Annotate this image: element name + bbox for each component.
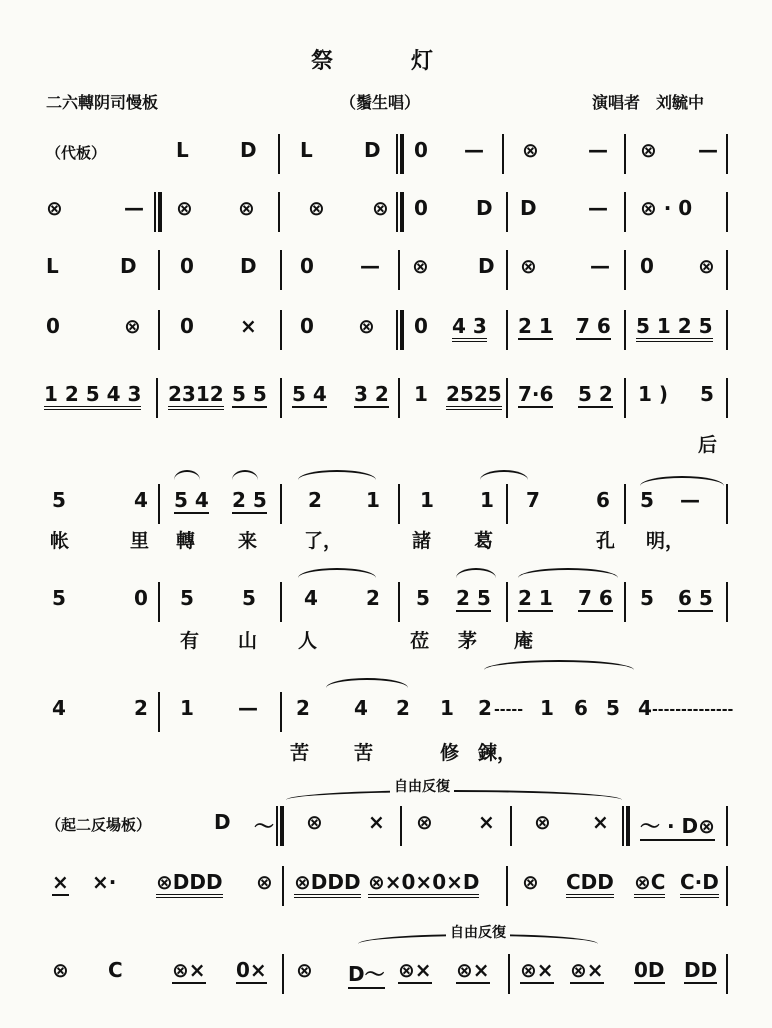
note: ⊗×	[398, 958, 432, 982]
note: ⊗×0×0×D	[368, 870, 479, 898]
note: ⊗C	[634, 870, 665, 898]
lyric-char: 人	[298, 630, 318, 652]
note: —	[698, 138, 718, 162]
note: —	[238, 696, 258, 720]
note: 5	[242, 586, 256, 610]
note: 5 5	[232, 382, 267, 406]
staff-row-8	[0, 692, 772, 732]
note: ×	[52, 870, 69, 894]
slur	[518, 568, 618, 578]
note: 0	[414, 196, 428, 220]
note: ×	[368, 810, 385, 834]
note: 0	[134, 586, 148, 610]
lyric-char: 来	[238, 530, 258, 552]
barline	[280, 582, 282, 622]
row-label: （起二反場板）	[46, 816, 152, 834]
note: 2 5	[232, 488, 267, 512]
note: ⊗	[534, 810, 551, 834]
note: D	[520, 196, 537, 220]
lyrics-row-1	[0, 430, 772, 460]
note: 7	[526, 488, 540, 512]
barline	[506, 866, 508, 906]
lyric-char: 庵	[514, 630, 534, 652]
note: ⊗	[176, 196, 193, 220]
note: —	[588, 196, 608, 220]
note: 1	[180, 696, 194, 720]
barline	[398, 378, 400, 418]
staff-row-11	[0, 954, 772, 994]
note: 2 1	[518, 314, 553, 338]
note: C	[108, 958, 123, 982]
note: 2	[296, 696, 310, 720]
note: ⊗×	[570, 958, 604, 982]
barline	[282, 866, 284, 906]
note: 2	[134, 696, 148, 720]
note: 0	[180, 314, 194, 338]
note: 1 )	[638, 382, 669, 406]
note: 5	[640, 488, 654, 512]
note: 4	[638, 696, 652, 720]
note: ⊗	[412, 254, 429, 278]
repeat-end	[396, 192, 406, 232]
repeat-start	[154, 192, 164, 232]
note: D	[240, 138, 257, 162]
note: ⊗×	[456, 958, 490, 982]
barline	[280, 692, 282, 732]
note: —	[680, 488, 700, 512]
barline	[726, 250, 728, 290]
note: 0D	[634, 958, 665, 982]
lyric-char: 修	[440, 742, 460, 764]
role-label: （鬚生唱）	[340, 93, 421, 112]
note: ⊗	[308, 196, 325, 220]
lyric-char: 轉	[176, 530, 196, 552]
barline-double	[396, 310, 406, 350]
note: ～ · D⊗	[640, 810, 715, 841]
staff-row-5	[0, 378, 772, 418]
note: —	[590, 254, 610, 278]
note: ⊗	[522, 138, 539, 162]
note: ⊗	[306, 810, 323, 834]
barline	[282, 954, 284, 994]
note: ×	[478, 810, 495, 834]
note: ⊗×	[520, 958, 554, 982]
note: 7 6	[578, 586, 613, 610]
lyric-char: 山	[238, 630, 258, 652]
barline	[278, 192, 280, 232]
barline	[726, 954, 728, 994]
barline	[506, 484, 508, 524]
slur	[298, 470, 376, 480]
note: —	[124, 196, 144, 220]
barline	[398, 250, 400, 290]
free-repeat-label: 自由反復	[446, 922, 510, 942]
staff-row-3	[0, 250, 772, 290]
slur	[232, 470, 258, 480]
staff-row-2	[0, 192, 772, 232]
barline	[506, 310, 508, 350]
note: ⊗	[238, 196, 255, 220]
lyric-char: 后	[698, 434, 718, 456]
note: L	[300, 138, 313, 162]
staff-row-7	[0, 582, 772, 622]
note: 5	[416, 586, 430, 610]
note: ⊗	[52, 958, 69, 982]
lyric-char: 明，	[646, 530, 685, 552]
note: 1	[540, 696, 554, 720]
note: 5	[180, 586, 194, 610]
lyrics-row-2	[0, 526, 772, 556]
barline	[280, 310, 282, 350]
repeat-end	[622, 806, 632, 846]
note: D	[214, 810, 231, 834]
slur	[174, 470, 200, 480]
note: 4	[354, 696, 368, 720]
dotted-line: -----	[494, 702, 524, 718]
note: 4	[52, 696, 66, 720]
barline	[158, 582, 160, 622]
barline	[726, 378, 728, 418]
note: 6	[574, 696, 588, 720]
note: 7 6	[576, 314, 611, 338]
barline	[624, 484, 626, 524]
slur	[456, 568, 496, 578]
barline	[510, 806, 512, 846]
barline	[508, 954, 510, 994]
note: ⊗DDD	[294, 870, 361, 898]
note: 1	[440, 696, 454, 720]
note: 2312	[168, 382, 224, 410]
note: 0	[414, 138, 428, 162]
note: 4	[304, 586, 318, 610]
barline	[624, 250, 626, 290]
note: ⊗	[520, 254, 537, 278]
note: 1	[414, 382, 428, 406]
note: 2	[366, 586, 380, 610]
note: ～	[254, 814, 274, 838]
note: 1	[366, 488, 380, 512]
lyric-char: 莅	[410, 630, 430, 652]
staff-row-6	[0, 484, 772, 524]
slur	[484, 660, 634, 670]
note: ⊗	[358, 314, 375, 338]
note: 0	[180, 254, 194, 278]
note: 5	[52, 586, 66, 610]
note: ⊗	[46, 196, 63, 220]
barline	[624, 310, 626, 350]
barline	[280, 250, 282, 290]
note: L	[46, 254, 59, 278]
note: D	[476, 196, 493, 220]
lyrics-row-3	[0, 626, 772, 656]
lyric-char: 苦	[290, 742, 310, 764]
note: 2525	[446, 382, 502, 410]
note: DD	[684, 958, 718, 982]
barline	[726, 866, 728, 906]
note: 0	[46, 314, 60, 338]
tempo-label: 二六轉阴司慢板	[46, 93, 159, 112]
note: 0	[414, 314, 428, 338]
lyric-char: 諸	[412, 530, 432, 552]
note: ⊗	[522, 870, 539, 894]
note: ×	[240, 314, 257, 338]
barline	[726, 806, 728, 846]
lyric-char: 苦	[354, 742, 374, 764]
barline	[398, 582, 400, 622]
barline	[624, 378, 626, 418]
barline	[506, 582, 508, 622]
barline	[158, 250, 160, 290]
repeat-start	[276, 806, 286, 846]
lyric-char: 了，	[304, 530, 343, 552]
note: D	[364, 138, 381, 162]
note: 5	[606, 696, 620, 720]
note: 1 2 5 4 3	[44, 382, 141, 410]
barline	[280, 484, 282, 524]
note: ⊗	[256, 870, 273, 894]
barline	[726, 582, 728, 622]
dotted-line: --------------	[652, 702, 734, 718]
note: ⊗×	[172, 958, 206, 982]
lyric-char: 孔	[596, 530, 616, 552]
singer-label: 演唱者 刘毓中	[592, 93, 705, 112]
free-repeat-label: 自由反復	[390, 776, 454, 796]
note: 1	[480, 488, 494, 512]
note: 2	[308, 488, 322, 512]
staff-row-10	[0, 866, 772, 906]
note: 7·6	[518, 382, 554, 406]
barline	[726, 484, 728, 524]
staff-row-9	[0, 806, 772, 846]
barline	[158, 692, 160, 732]
lyric-char: 茅	[458, 630, 478, 652]
barline	[624, 134, 626, 174]
barline	[156, 378, 158, 418]
staff-row-1	[0, 134, 772, 174]
barline	[726, 310, 728, 350]
note: D～	[348, 958, 385, 989]
barline	[158, 484, 160, 524]
barline	[624, 582, 626, 622]
note: 0×	[236, 958, 267, 982]
lyric-char: 帐	[50, 530, 70, 552]
note: 3 2	[354, 382, 389, 406]
barline	[280, 378, 282, 418]
note: 5	[700, 382, 714, 406]
note: D	[478, 254, 495, 278]
note: ⊗ · 0	[640, 196, 693, 220]
note: 0	[640, 254, 654, 278]
note: 5 2	[578, 382, 613, 406]
note: 1	[420, 488, 434, 512]
staff-row-4	[0, 310, 772, 350]
barline	[726, 192, 728, 232]
note: 5 1 2 5	[636, 314, 713, 342]
note: —	[360, 254, 380, 278]
note: D	[120, 254, 137, 278]
note: 5 4	[292, 382, 327, 406]
barline	[158, 310, 160, 350]
slur	[480, 470, 528, 480]
note: 6	[596, 488, 610, 512]
note: 2 5	[456, 586, 491, 610]
note: ×·	[92, 870, 117, 894]
note: D	[240, 254, 257, 278]
note: ⊗	[416, 810, 433, 834]
barline	[624, 192, 626, 232]
note: C·D	[680, 870, 719, 898]
lyric-char: 鍊，	[478, 742, 517, 764]
score-title: 祭 灯	[310, 48, 461, 74]
lyric-char: 里	[130, 530, 150, 552]
note: ×	[592, 810, 609, 834]
note: L	[176, 138, 189, 162]
barline	[506, 192, 508, 232]
barline	[398, 484, 400, 524]
barline	[278, 134, 280, 174]
note: ⊗DDD	[156, 870, 223, 898]
note: ⊗	[640, 138, 657, 162]
barline	[506, 378, 508, 418]
note: —	[464, 138, 484, 162]
barline	[726, 134, 728, 174]
note: 5 4	[174, 488, 209, 512]
note: 2	[478, 696, 492, 720]
note: 0	[300, 254, 314, 278]
slur	[326, 678, 408, 688]
note: 0	[300, 314, 314, 338]
note: CDD	[566, 870, 614, 898]
note: 5	[52, 488, 66, 512]
lyric-char: 葛	[474, 530, 494, 552]
note: 4	[134, 488, 148, 512]
row-label: （代板）	[46, 144, 107, 162]
note: 5	[640, 586, 654, 610]
note: ⊗	[124, 314, 141, 338]
note: 2 1	[518, 586, 553, 610]
note: 2	[396, 696, 410, 720]
lyric-char: 有	[180, 630, 200, 652]
lyrics-row-4	[0, 738, 772, 768]
slur	[298, 568, 376, 578]
barline	[502, 134, 504, 174]
note: ⊗	[698, 254, 715, 278]
barline	[506, 250, 508, 290]
barline-double	[396, 134, 406, 174]
note: 4 3	[452, 314, 487, 342]
note: 6 5	[678, 586, 713, 610]
note: —	[588, 138, 608, 162]
note: ⊗	[296, 958, 313, 982]
note: ⊗	[372, 196, 389, 220]
free-repeat-bracket	[286, 790, 622, 800]
barline	[400, 806, 402, 846]
